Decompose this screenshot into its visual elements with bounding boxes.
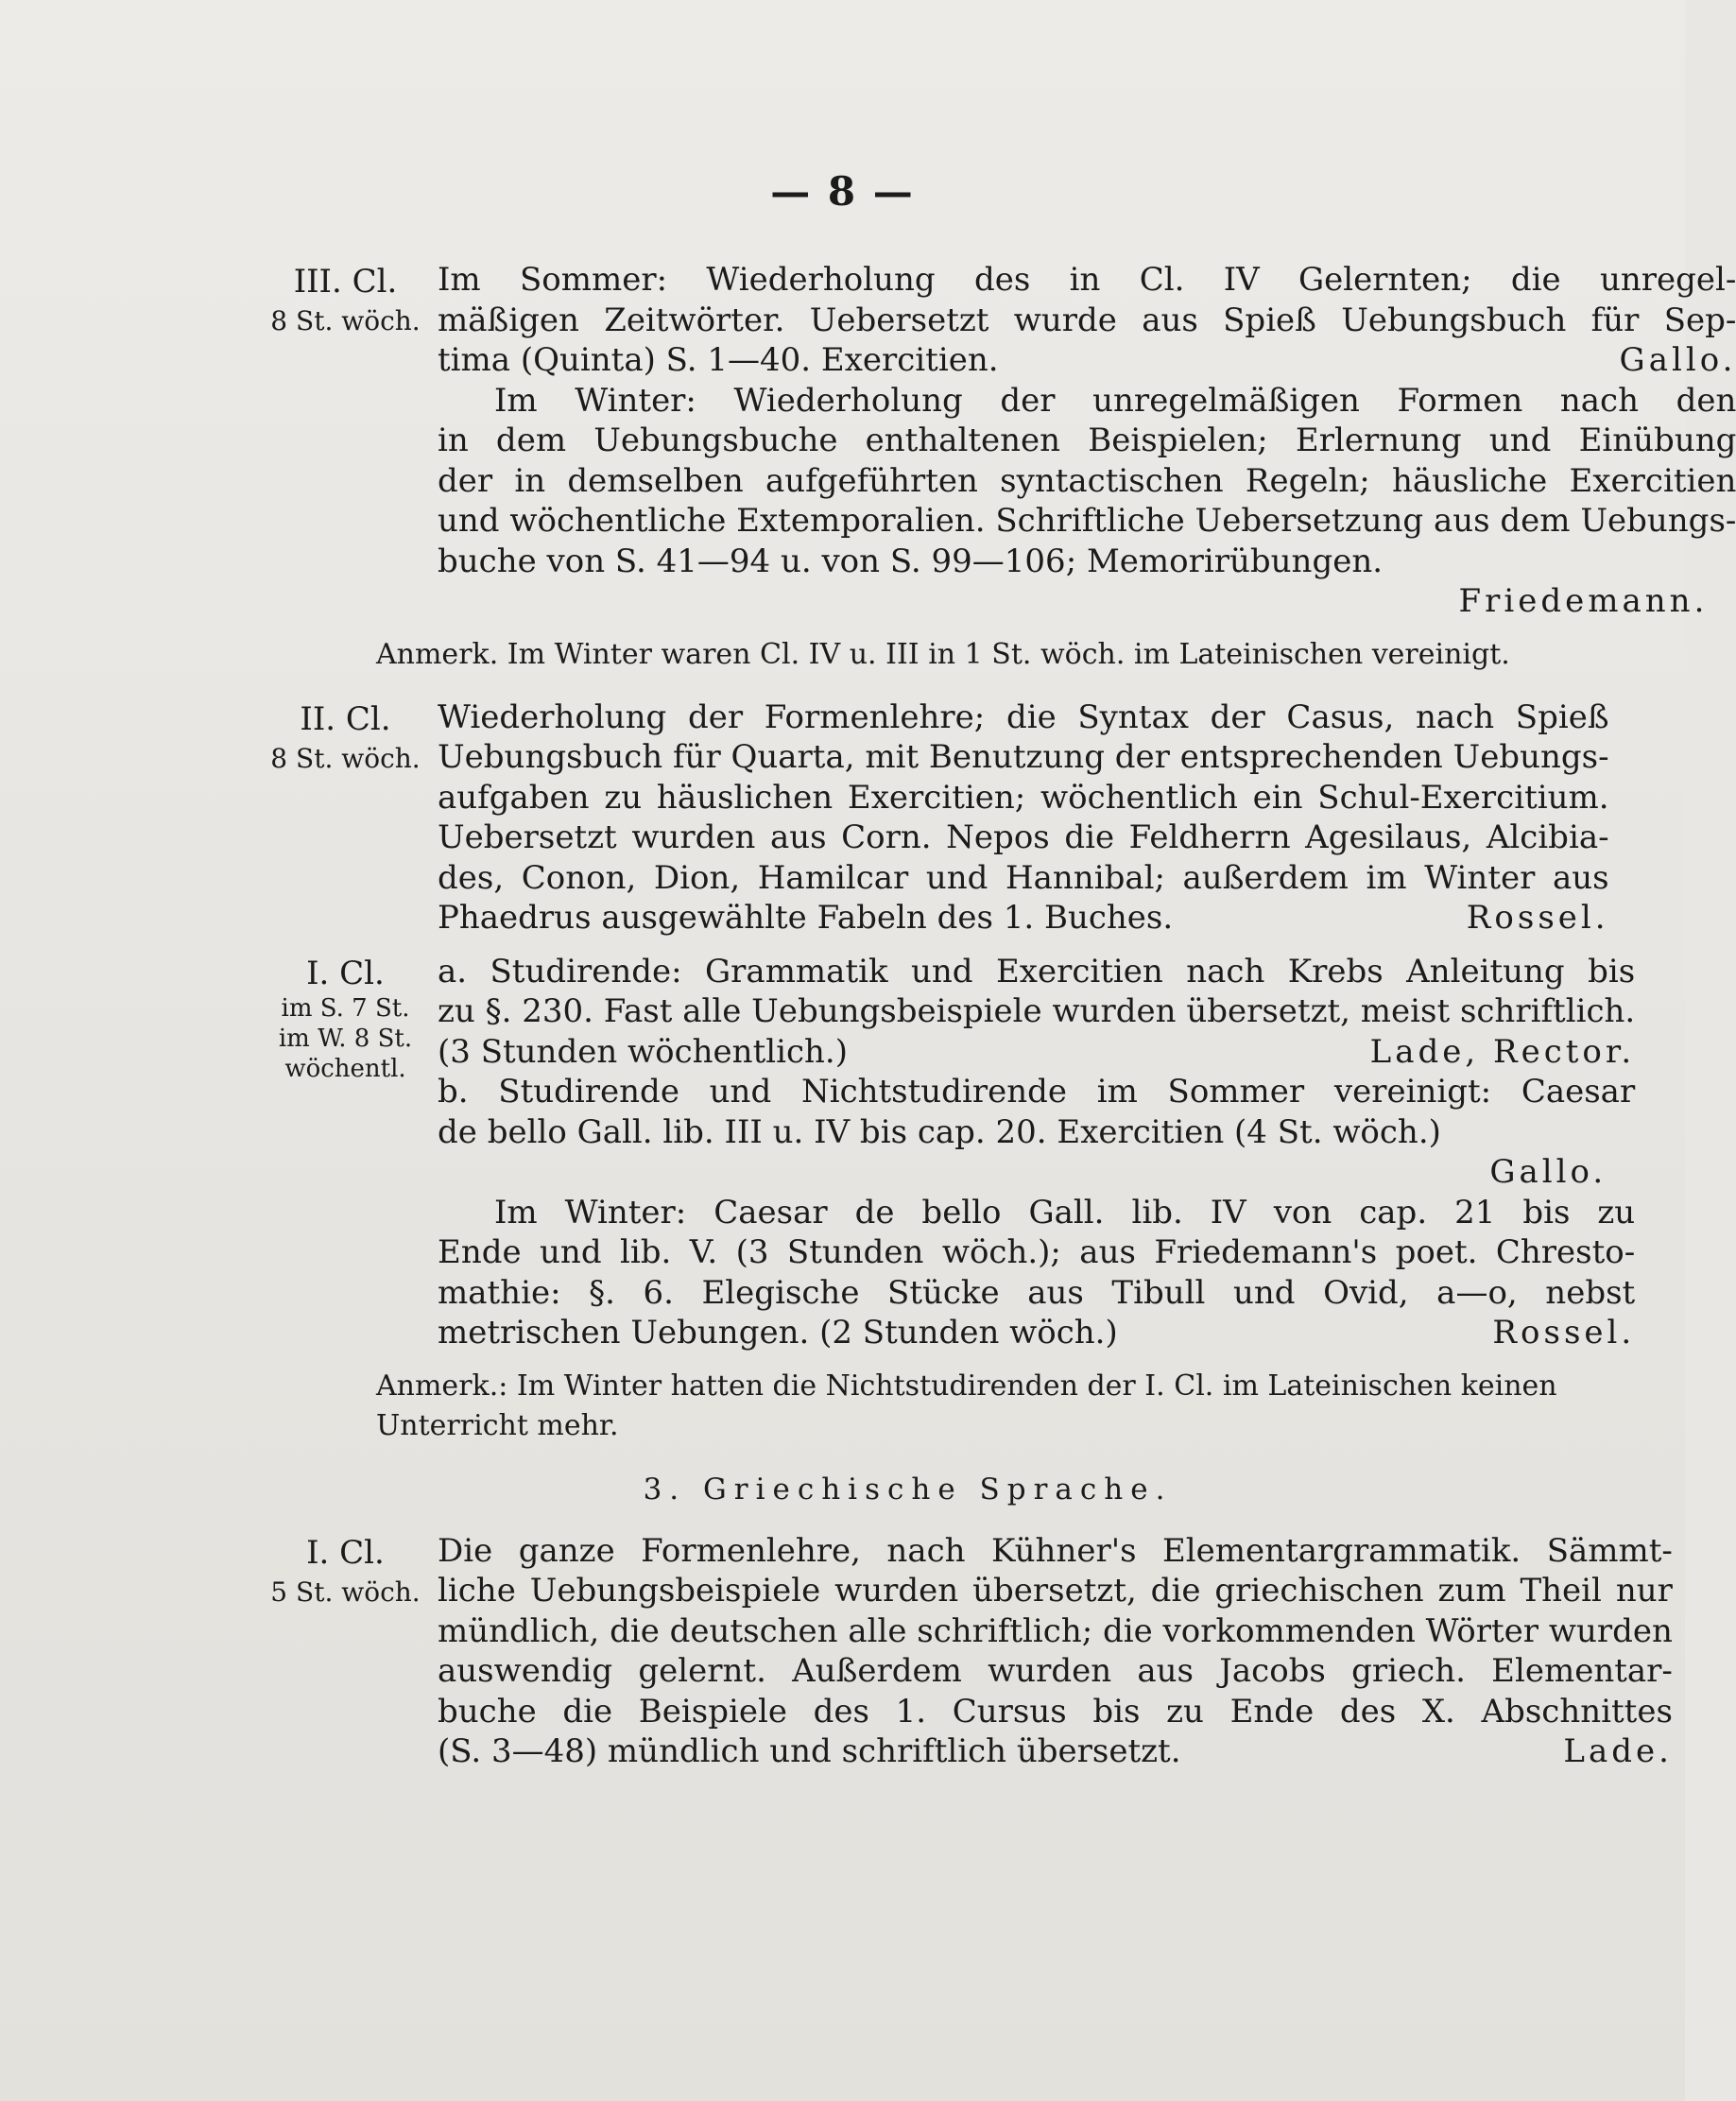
class-3-latin [253, 260, 1736, 622]
greek-text [438, 1531, 1673, 1772]
class-hours: im W. 8 St. [278, 1024, 413, 1053]
page-number: — 8 — [770, 168, 915, 215]
teacher-signature: Friedemann. [1458, 582, 1709, 620]
class-2-latin [253, 697, 1609, 939]
text-line: Ende und lib. V. (3 Stunden wöch.); aus Friedemann's poet. Chresto- [438, 1233, 1636, 1271]
class-1-latin [253, 952, 1636, 1353]
text-line: auswendig gelernt. Außerdem wurden aus Jacobs griech. Elementar- [438, 1652, 1673, 1690]
text-line: Uebungsbuch für Quarta, mit Benutzung der entsprechenden Uebungs- [438, 738, 1609, 776]
text-line-content: Phaedrus ausgewählte Fabeln des 1. Buches. [438, 899, 1174, 937]
text-line: a. Studirende: Grammatik und Exercitien nach Krebs Anleitung bis [438, 952, 1636, 990]
text-line: Die ganze Formenlehre, nach Kühner's Elementargrammatik. Sämmt- [438, 1531, 1673, 1570]
teacher-signature: Gallo. [1489, 1153, 1607, 1191]
text-line: Im Sommer: Wiederholung des in Cl. IV Gelernten; die unregel- [438, 261, 1736, 299]
text-line: und wöchentliche Extemporalien. Schriftliche Uebersetzung aus dem Uebungs- [438, 502, 1736, 540]
text-line-content: tima (Quinta) S. 1—40. Exercitien. [438, 341, 999, 379]
text-line: liche Uebungsbeispiele wurden übersetzt, die griechischen zum Theil nur [438, 1572, 1673, 1610]
page-content [253, 260, 1736, 1785]
text-line [438, 898, 1609, 939]
text-line: de bello Gall. lib. III u. IV bis cap. 20. Exercitien (4 St. wöch.) [438, 1112, 1441, 1151]
text-line [438, 1032, 1635, 1073]
text-line: Im Winter: Wiederholung der unregelmäßigen Formen nach den [494, 381, 1736, 420]
text-line: buche die Beispiele des 1. Cursus bis zu Ende des X. Abschnittes [438, 1692, 1673, 1731]
text-line: b. Studirende und Nichtstudirende im Sommer vereinigt: Caesar [438, 1073, 1636, 1111]
text-line-content: (S. 3—48) mündlich und schriftlich übersetzt. [438, 1732, 1181, 1770]
text-line: der in demselben aufgeführten syntactischen Regeln; häusliche Exercitien [438, 461, 1736, 500]
class-3-text [438, 260, 1736, 622]
class-code: II. Cl. [300, 699, 391, 738]
text-line: mathie: §. 6. Elegische Stücke aus Tibull und Ovid, a—o, nebst [438, 1273, 1636, 1312]
class-3-margin [253, 260, 438, 622]
note-line: Unterricht mehr. [376, 1408, 619, 1442]
text-line-content: metrischen Uebungen. (2 Stunden wöch.) [438, 1314, 1118, 1352]
text-line: Im Winter: Caesar de bello Gall. lib. IV von cap. 21 bis zu [494, 1193, 1636, 1231]
class-code: I. Cl. [306, 954, 385, 992]
text-line: Wiederholung der Formenlehre; die Syntax der Casus, nach Spieß [438, 697, 1609, 736]
text-line [438, 340, 1736, 381]
class-2-text [438, 697, 1609, 939]
text-line: zu §. 230. Fast alle Uebungsbeispiele wurden übersetzt, meist schriftlich. [438, 992, 1636, 1030]
text-line [438, 1731, 1673, 1772]
text-line: in dem Uebungsbuche enthaltenen Beispielen; Erlernung und Einübung [438, 422, 1736, 459]
text-line [438, 1313, 1635, 1353]
section-heading: 3. Griechische Sprache. [643, 1472, 1173, 1507]
class-2-margin [253, 697, 438, 939]
class-hours: wöchentl. [284, 1054, 406, 1083]
teacher-signature: Rossel. [1466, 899, 1609, 937]
text-line: buche von S. 41—94 u. von S. 99—106; Memorirübungen. [438, 542, 1384, 580]
text-line: des, Conon, Dion, Hamilcar und Hannibal; außerdem im Winter aus [438, 858, 1609, 897]
teacher-signature: Lade, Rector. [1369, 1032, 1636, 1071]
class-hours: 5 St. wöch. [270, 1576, 421, 1608]
annotation-note: Anmerk. Im Winter waren Cl. IV u. III in 1 St. wöch. im Lateinischen vereinigt. [376, 637, 1510, 671]
class-hours: im S. 7 St. [281, 993, 410, 1023]
note-line: Anmerk.: Im Winter hatten die Nichtstudirenden der I. Cl. im Lateinischen keinen [376, 1369, 1557, 1403]
teacher-signature: Gallo. [1619, 341, 1736, 379]
text-line-content: (3 Stunden wöchentlich.) [438, 1032, 848, 1071]
teacher-signature: Lade. [1563, 1732, 1673, 1770]
class-code: I. Cl. [306, 1533, 385, 1572]
text-line: Uebersetzt wurden aus Corn. Nepos die Feldherrn Agesilaus, Alcibia- [438, 818, 1609, 856]
class-1-text [438, 952, 1635, 1353]
class-1-margin [253, 952, 438, 1353]
class-hours: 8 St. wöch. [270, 742, 421, 774]
text-line: mündlich, die deutschen alle schriftlich; die vorkommenden Wörter wurden [438, 1611, 1673, 1650]
annotation-note [376, 1367, 1562, 1446]
text-line: aufgaben zu häuslichen Exercitien; wöchentlich ein Schul-Exercitium. [438, 778, 1609, 817]
greek-margin [253, 1531, 438, 1772]
class-code: III. Cl. [293, 263, 398, 301]
text-line: mäßigen Zeitwörter. Uebersetzt wurde aus Spieß Uebungsbuch für Sep- [438, 301, 1736, 339]
class-1-greek [253, 1531, 1673, 1772]
class-hours: 8 St. wöch. [270, 305, 421, 336]
teacher-signature: Rossel. [1492, 1314, 1636, 1352]
